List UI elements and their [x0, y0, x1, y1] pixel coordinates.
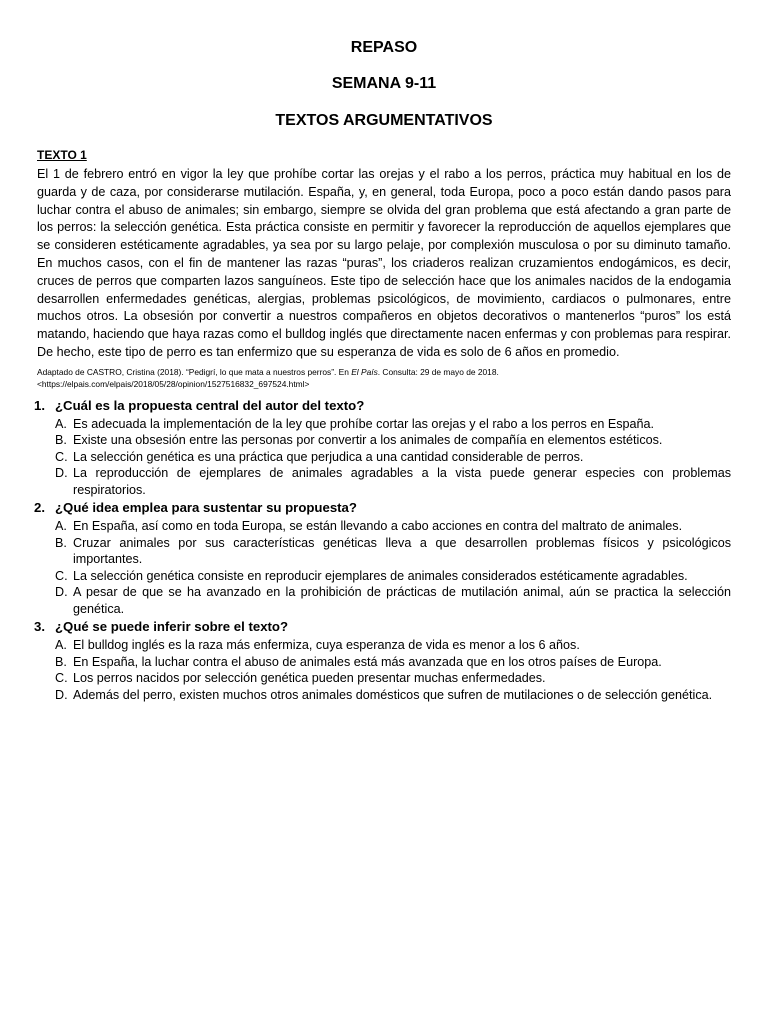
option-letter: A. [55, 519, 67, 534]
option-letter: C. [55, 671, 68, 686]
document-page [34, 0, 731, 703]
option-letter: D. [55, 585, 68, 600]
source-url: <https://elpais.com/elpais/2018/05/28/opinion/1527516832_697524.html> [37, 379, 310, 390]
answer-option [37, 637, 731, 654]
question-stem [34, 618, 731, 635]
document-title: REPASO [350, 39, 418, 56]
option-letter: A. [55, 416, 67, 431]
answer-options [37, 518, 731, 617]
document-subtitle: TEXTOS ARGUMENTATIVOS [275, 112, 493, 129]
option-letter: A. [55, 638, 67, 653]
questions-list [34, 397, 731, 704]
option-text: La reproducción de ejemplares de animales agradables a la vista puede generar especies con problemas respiratorios. [73, 466, 731, 497]
question-stem [34, 499, 731, 516]
answer-option [37, 535, 731, 568]
question-text: ¿Qué idea emplea para sustentar su propuesta? [55, 500, 357, 516]
answer-option [37, 432, 731, 449]
option-text: Existe una obsesión entre las personas por convertir a los animales de compañía en elementos estéticos. [73, 433, 663, 448]
source-prefix: Adaptado de CASTRO, Cristina (2018). “Pedigrí, lo que mata a nuestros perros”. En [37, 366, 352, 377]
option-letter: C. [55, 568, 68, 583]
text-label: TEXTO 1 [37, 148, 87, 162]
option-letter: D. [55, 687, 68, 702]
option-text: Cruzar animales por sus características genéticas lleva a que desarrollen problemas físicos y psicológicos importantes. [73, 535, 731, 567]
question-text: ¿Cuál es la propuesta central del autor del texto? [55, 397, 365, 413]
answer-option [37, 416, 731, 433]
answer-options [37, 416, 731, 499]
answer-options [37, 637, 731, 703]
option-text: En España, la luchar contra el abuso de animales está más avanzada que en los otros países de Europa. [73, 654, 662, 669]
question [34, 618, 731, 703]
option-letter: D. [55, 466, 68, 481]
option-text: A pesar de que se ha avanzado en la prohibición de prácticas de mutilación animal, aún se practica la selección genética. [73, 585, 731, 616]
document-week: SEMANA 9-11 [331, 75, 437, 92]
answer-option [37, 449, 731, 466]
option-text: La selección genética consiste en reproducir ejemplares de animales considerados estéticamente agradables. [73, 568, 688, 583]
option-letter: B. [55, 535, 67, 550]
answer-option [37, 670, 731, 687]
question-number: 1. [34, 397, 45, 413]
question [34, 397, 731, 499]
question-stem [34, 397, 731, 414]
option-text: Además del perro, existen muchos otros animales domésticos que sufren de mutilaciones o de selección genética. [73, 687, 713, 702]
source-suffix: . Consulta: 29 de mayo de 2018. [377, 366, 499, 377]
option-text: Los perros nacidos por selección genética pueden presentar muchas enfermedades. [73, 671, 546, 686]
question-text: ¿Qué se puede inferir sobre el texto? [55, 619, 289, 635]
question-number: 2. [34, 500, 45, 516]
answer-option [37, 654, 731, 671]
source-citation [37, 366, 731, 391]
option-text: En España, así como en toda Europa, se están llevando a cabo acciones en contra del maltrato de animales. [73, 519, 683, 534]
answer-option [37, 518, 731, 535]
answer-option [37, 465, 731, 498]
option-text: El bulldog inglés es la raza más enfermiza, cuya esperanza de vida es menor a los 6 años. [73, 638, 580, 653]
option-text: Es adecuada la implementación de la ley que prohíbe cortar las orejas y el rabo a los perros en España. [73, 416, 655, 431]
option-letter: B. [55, 433, 67, 448]
text-body: El 1 de febrero entró en vigor la ley que prohíbe cortar las orejas y el rabo a los perros, práctica muy habitual en los de guarda y de caza, por considerarse mutilación. España, y, en general, toda Europa, poco a poco están dando pasos para luchar contra el abuso de animales; sin embargo, siempre se olvida del gran problema que está afectando a gran parte de los perros: la selección genética. Esta práctica consiste en permitir y favorecer la reproducción de aquellos ejemplares que se consideren estéticamente agradables, ya sea por su largo pelaje, por complexión musculosa o por su diminuto tamaño. En muchos casos, con el fin de mantener las razas “puras”, los criaderos realizan cruzamientos endogámicos, es decir, cruces de perros que comparten lazos sanguíneos. Este tipo de selección hace que los animales nacidos de la endogamia desarrollen enfermedades genéticas, alergias, problemas psicológicos, de movimiento, cardiacos o pulmonares, entre muchos otros. La obsesión por convertir a nuestros compañeros en objetos decorativos o mantenerlos “puros” los está matando, haciendo que haya razas como el bulldog inglés que directamente nacen enfermas y con problemas para respirar. De hecho, este tipo de perro es tan enfermizo que su esperanza de vida es solo de 6 años en promedio. [37, 167, 731, 359]
option-letter: C. [55, 449, 68, 464]
answer-option [37, 687, 731, 704]
question-number: 3. [34, 619, 45, 635]
question [34, 499, 731, 617]
option-letter: B. [55, 654, 67, 669]
answer-option [37, 584, 731, 617]
answer-option [37, 568, 731, 585]
option-text: La selección genética es una práctica que perjudica a una cantidad considerable de perros. [73, 449, 584, 464]
source-publication: El País [351, 366, 378, 377]
